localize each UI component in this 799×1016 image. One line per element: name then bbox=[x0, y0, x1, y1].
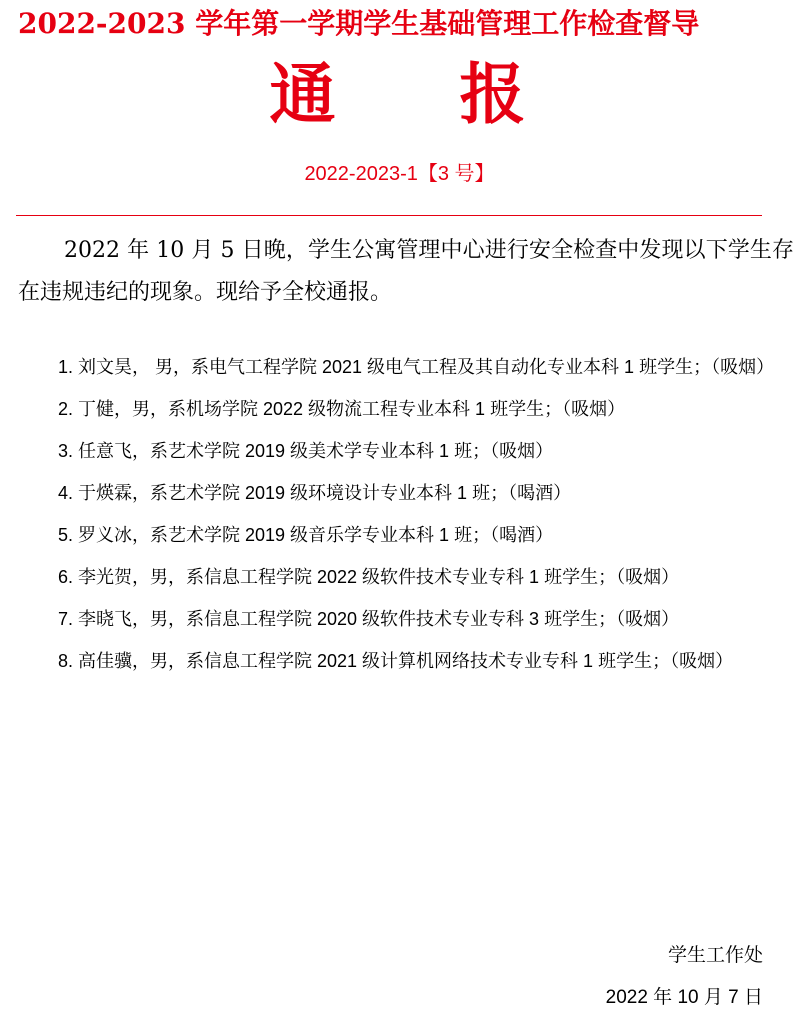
big-title-char-2: 报 bbox=[459, 55, 530, 133]
list-item: 5. 罗义冰，系艺术学院 2019 级音乐学专业本科 1 班；（喝酒） bbox=[58, 525, 554, 545]
list-item: 6. 李光贺，男，系信息工程学院 2022 级软件技术专业专科 1 班学生；（吸烟） bbox=[58, 567, 680, 587]
list-item: 1. 刘文昊， 男，系电气工程学院 2021 级电气工程及其自动化专业本科 1 班学生；（吸烟） bbox=[58, 357, 775, 377]
list-item: 4. 于煐霖，系艺术学院 2019 级环境设计专业本科 1 班；（喝酒） bbox=[58, 483, 572, 503]
intro-paragraph: 2022 年 10 月 5 日晚，学生公寓管理中心进行安全检查中发现以下学生存在违规违纪的现象。现给予全校通报。 bbox=[18, 238, 794, 305]
issue-date: 2022 年 10 月 7 日 bbox=[605, 987, 763, 1008]
list-item: 3. 任意飞，系艺术学院 2019 级美术学专业本科 1 班；（吸烟） bbox=[58, 441, 554, 461]
issuing-office: 学生工作处 bbox=[667, 945, 763, 966]
big-title-char-1: 通 bbox=[269, 55, 340, 133]
notice-big-title bbox=[0, 56, 799, 132]
violation-list bbox=[18, 346, 775, 682]
document-number: 2022-2023-1【3 号】 bbox=[304, 163, 495, 185]
list-item: 8. 高佳骥，男，系信息工程学院 2021 级计算机网络技术专业专科 1 班学生；（吸烟） bbox=[58, 651, 734, 671]
list-item: 2. 丁健，男，系机场学院 2022 级物流工程专业本科 1 班学生；（吸烟） bbox=[58, 399, 626, 419]
red-divider bbox=[16, 215, 762, 216]
document-header-title: 2022-2023 学年第一学期学生基础管理工作检查督导 bbox=[18, 7, 700, 40]
list-item: 7. 李晓飞，男，系信息工程学院 2020 级软件技术专业专科 3 班学生；（吸烟） bbox=[58, 609, 680, 629]
